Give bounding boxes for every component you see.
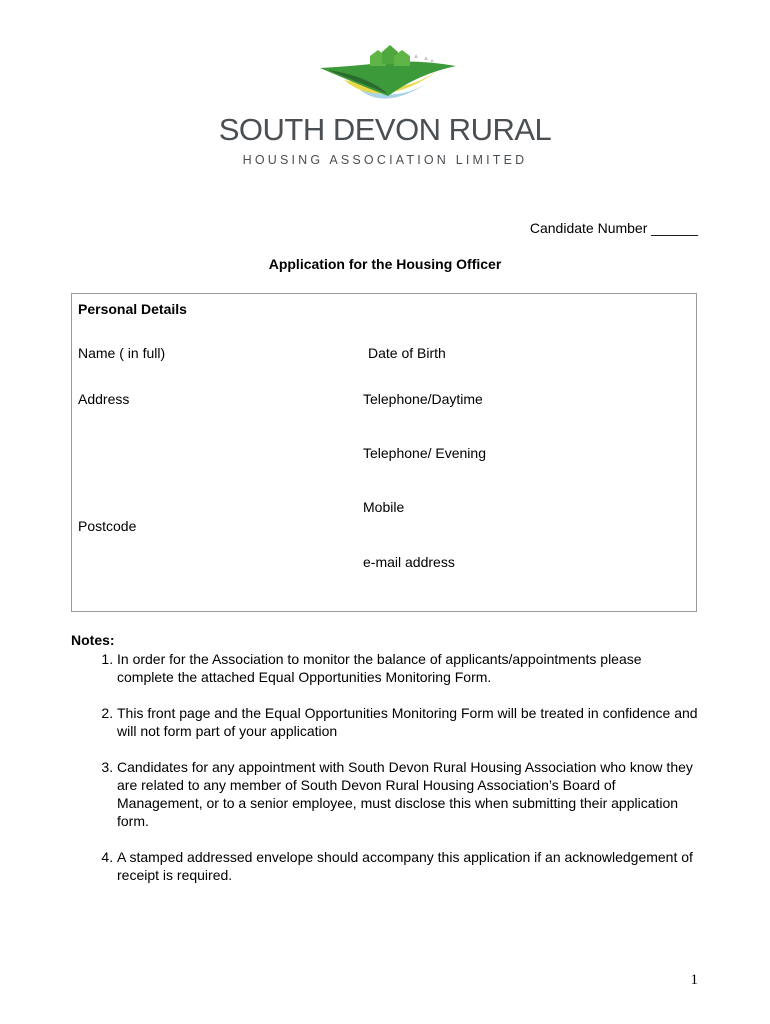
note-item: 2. This front page and the Equal Opportunities Monitoring Form will be treated in confidence and will not form part of your application [117, 704, 701, 740]
mobile-label: Mobile [363, 499, 405, 515]
housing-association-logo-icon [318, 44, 458, 114]
notes-heading: Notes: [71, 632, 115, 648]
telephone-daytime-label: Telephone/Daytime [363, 391, 483, 407]
dob-field-label: Date of Birth [368, 345, 446, 361]
org-subtitle: HOUSING ASSOCIATION LIMITED [242, 153, 528, 167]
address-field-label: Address [78, 391, 130, 407]
personal-details-box [71, 293, 697, 612]
note-item: 1. In order for the Association to monitor the balance of applicants/appointments please complete the attached Equal Opportunities Monitoring Form. [117, 650, 701, 686]
personal-details-heading: Personal Details [78, 301, 187, 317]
notes-list [71, 650, 701, 884]
notes-section [71, 632, 701, 902]
telephone-evening-label: Telephone/ Evening [363, 445, 486, 461]
page-number: 1 [690, 972, 698, 988]
note-item: 3. Candidates for any appointment with South Devon Rural Housing Association who know they are related to any member of South Devon Rural Housing Association’s Board of Management, or to a senior employee, must disclose this when submitting their application form. [117, 758, 701, 830]
name-field-label: Name ( in full) [78, 345, 166, 361]
email-label: e-mail address [363, 554, 455, 570]
candidate-number: Candidate Number ______ [529, 220, 698, 236]
form-title: Application for the Housing Officer [268, 256, 502, 272]
org-name: SOUTH DEVON RURAL [218, 112, 552, 147]
note-item: 4. A stamped addressed envelope should accompany this application if an acknowledgement of receipt is required. [117, 848, 701, 884]
postcode-label: Postcode [78, 518, 137, 534]
